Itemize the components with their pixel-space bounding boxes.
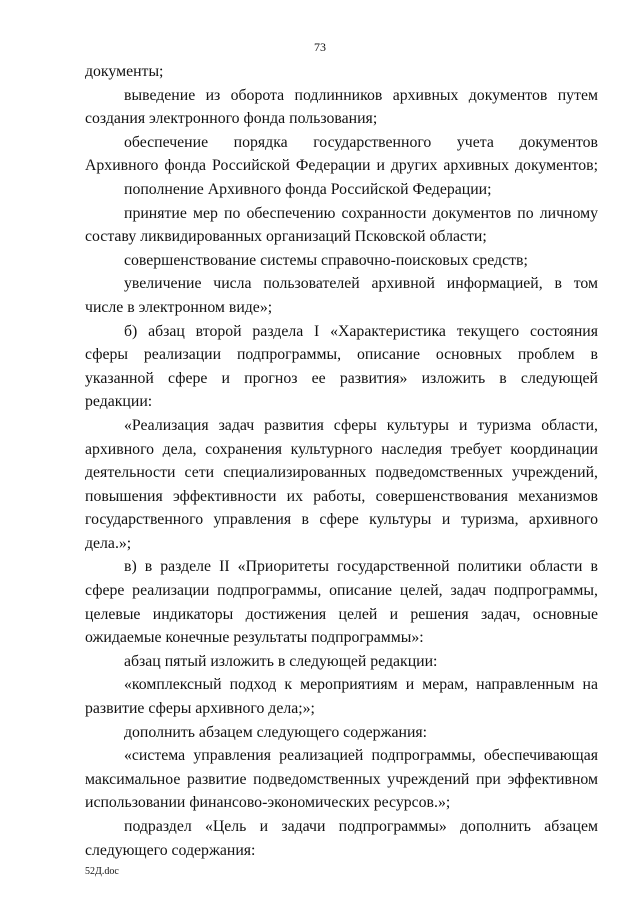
text-line: подраздел «Цель и задачи подпрограммы» дополнить абзацем — [124, 818, 598, 835]
text-line: Архивного фонда Российской Федерации и других архивных документов; — [85, 157, 598, 175]
text-line: редакции: — [85, 393, 153, 411]
text-line: государственного управления в сфере культуры и туризма, архивного — [85, 511, 598, 529]
text-line: развитие сферы архивного дела;»; — [85, 700, 315, 718]
text-line: совершенствование системы справочно-поисковых средств; — [124, 251, 528, 269]
text-line: в) в разделе II «Приоритеты государственной политики области в — [124, 558, 598, 576]
text-line: б) абзац второй раздела I «Характеристика текущего состояния — [124, 322, 598, 340]
text-line: документы; — [85, 63, 164, 80]
text-line: ожидаемые конечные результаты подпрограммы»: — [85, 629, 424, 647]
text-line: повышения эффективности их работы, совершенствования механизмов — [85, 487, 598, 505]
text-line: следующего содержания: — [85, 841, 256, 859]
text-line: сфере реализации подпрограммы, описание целей, задач подпрограммы, — [85, 582, 598, 600]
file-name-footer: 52Д.doc — [85, 866, 119, 877]
text-line: целевые индикаторы достижения целей и решения задач, основные — [85, 605, 598, 623]
text-line: пополнение Архивного фонда Российской Федерации; — [124, 180, 492, 198]
text-line: указанной сфере и прогноз ее развития» изложить в следующей — [85, 369, 598, 387]
text-line: сферы реализации подпрограммы, описание основных проблем в — [85, 346, 598, 364]
text-line: «система управления реализацией подпрограммы, обеспечивающая — [124, 747, 598, 765]
text-line: архивного дела, сохранения культурного наследия требует координации — [85, 440, 598, 458]
text-line: обеспечение порядка государственного учета документов — [124, 133, 598, 151]
text-line: принятие мер по обеспечению сохранности документов по личному — [124, 204, 598, 222]
text-line: дополнить абзацем следующего содержания: — [124, 723, 428, 741]
text-line: создания электронного фонда пользования; — [85, 110, 378, 128]
text-line: выведение из оборота подлинников архивных документов путем — [124, 86, 598, 104]
text-line: числе в электронном виде»; — [85, 298, 273, 316]
text-line: увеличение числа пользователей архивной информацией, в том — [124, 275, 598, 293]
text-line: абзац пятый изложить в следующей редакции: — [124, 652, 438, 670]
text-line: максимальное развитие подведомственных учреждений при эффективном — [85, 770, 598, 788]
text-line: «Реализация задач развития сферы культуры и туризма области, — [124, 416, 598, 434]
text-line: «комплексный подход к мероприятиям и мерам, направленным на — [124, 676, 598, 694]
text-line: составу ликвидированных организаций Псковской области; — [85, 228, 487, 246]
document-body — [85, 60, 598, 862]
text-line: деятельности сети специализированных подведомственных учреждений, — [85, 464, 598, 482]
text-line: использовании финансово-экономических ресурсов.»; — [85, 794, 451, 812]
page-number: 73 — [314, 40, 326, 54]
text-line: дела.»; — [85, 534, 132, 552]
